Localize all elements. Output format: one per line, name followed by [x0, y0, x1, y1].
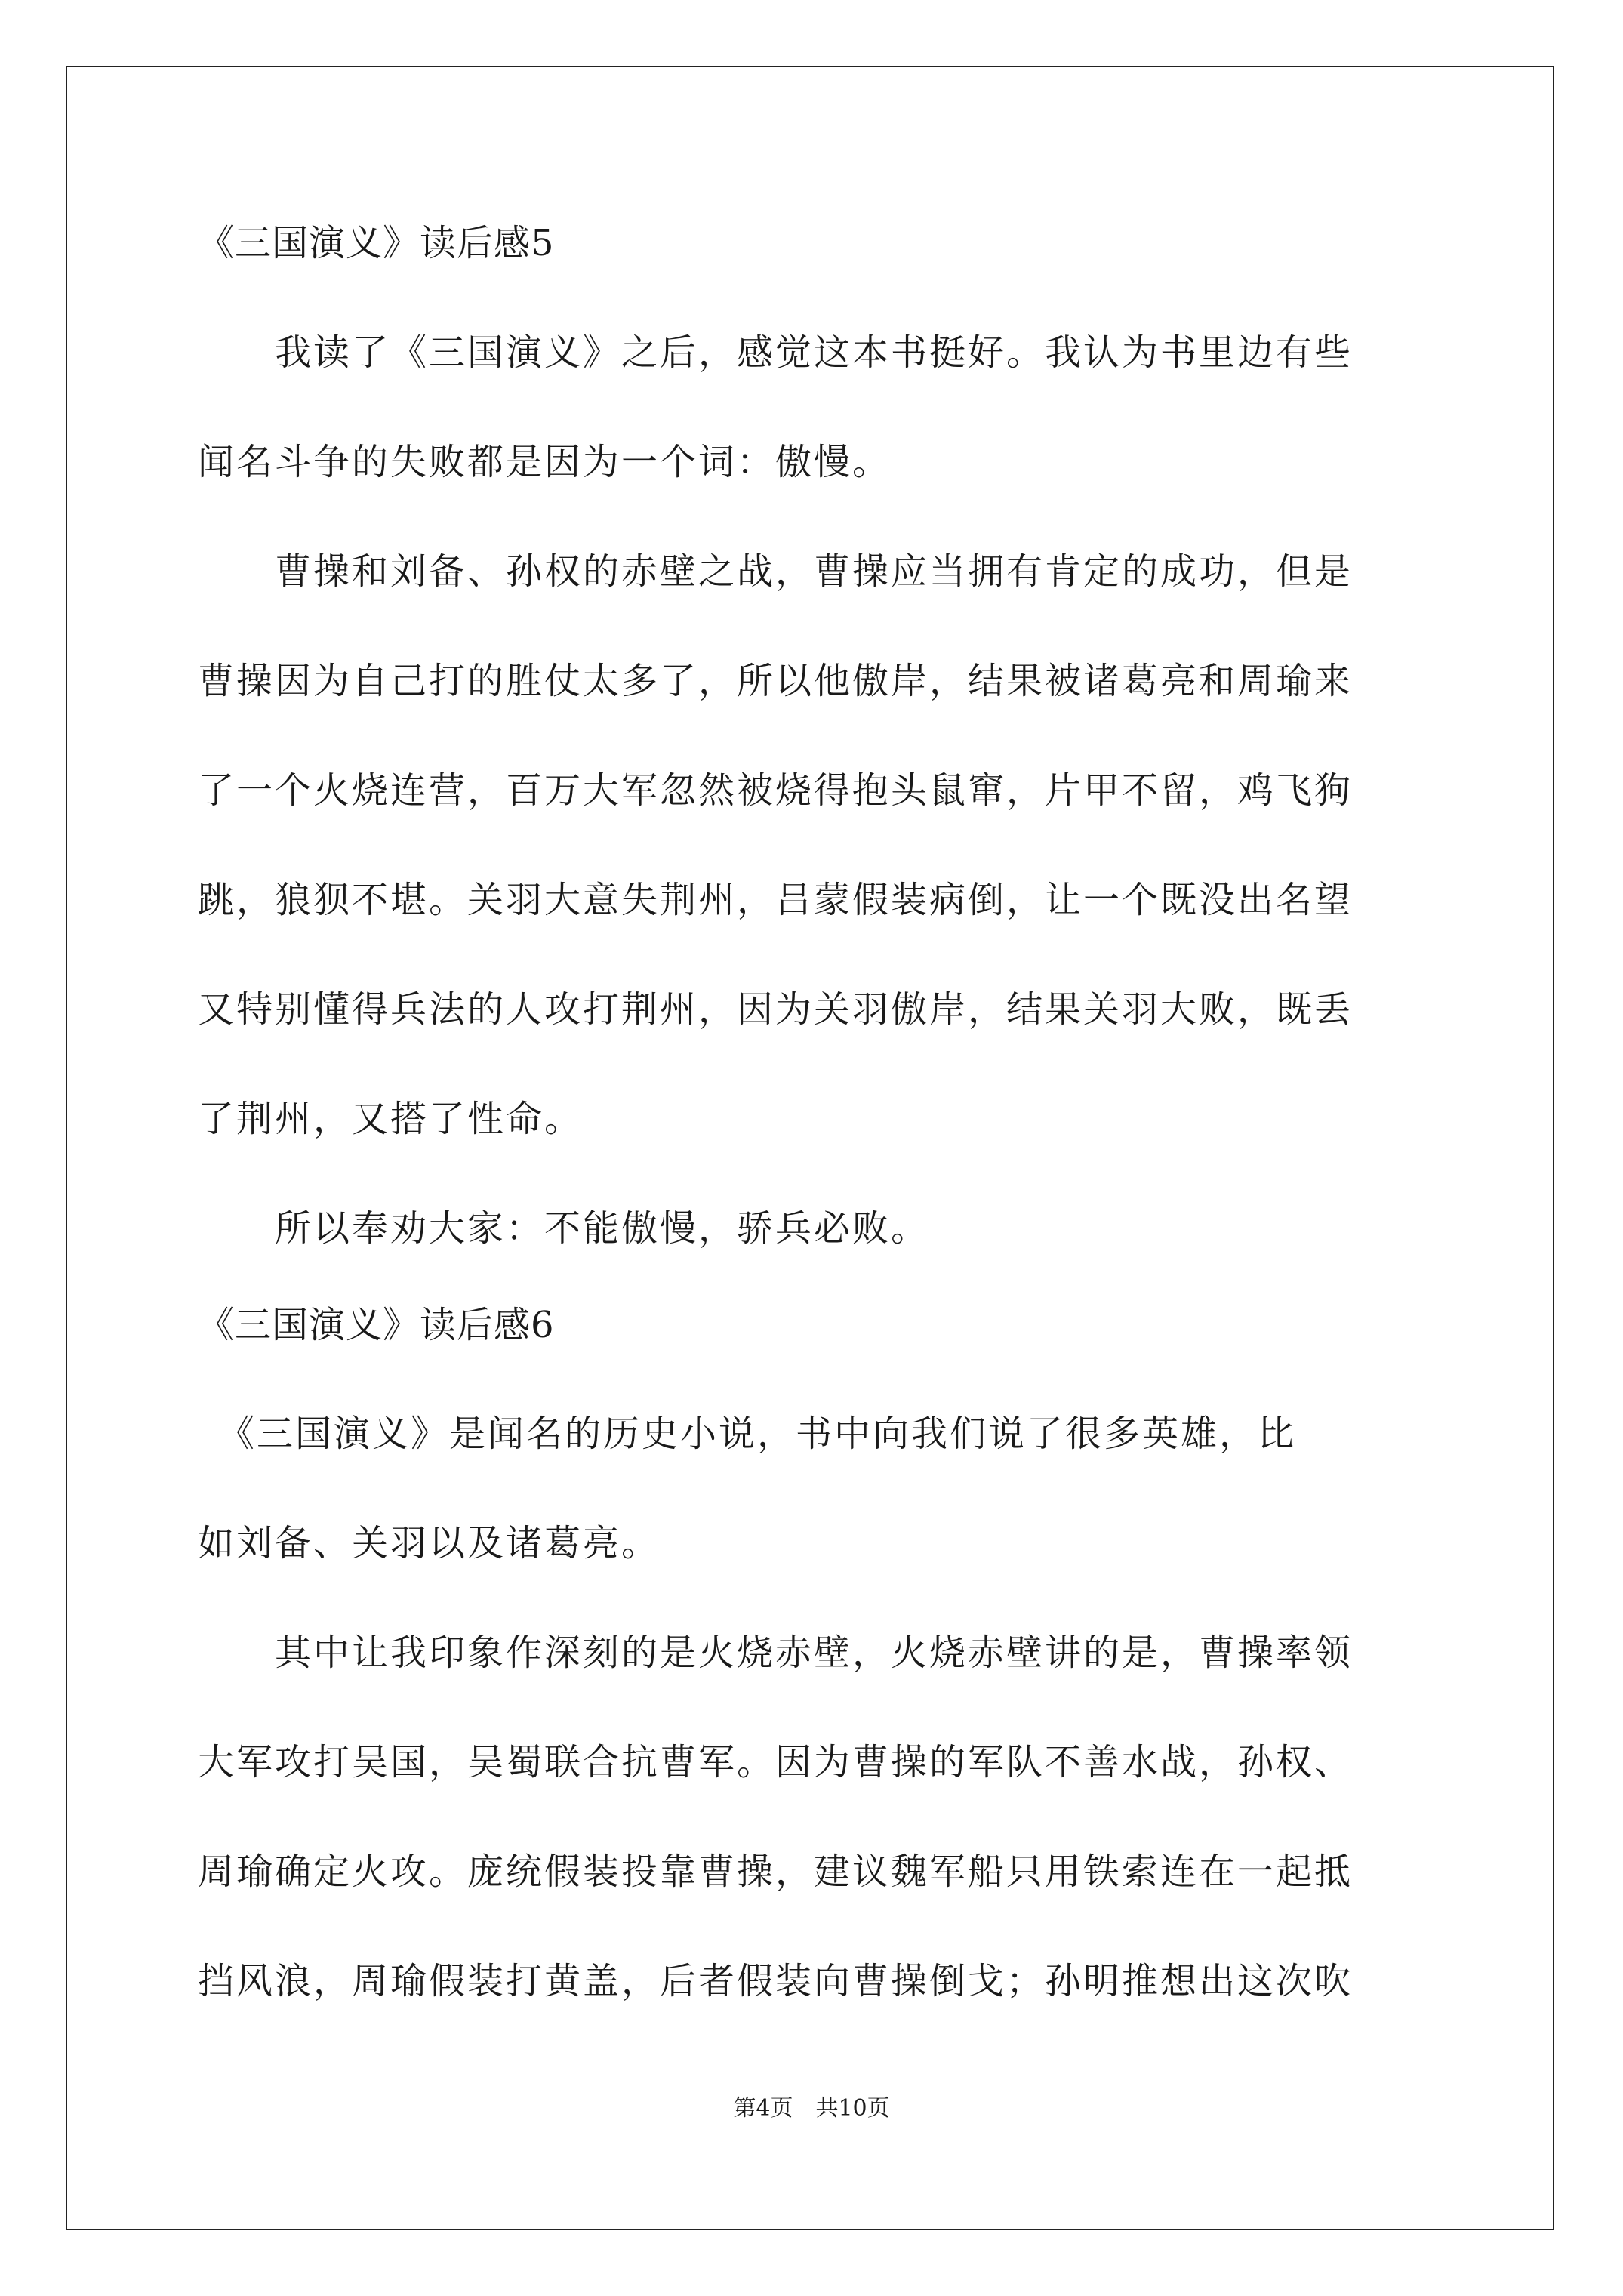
paragraph-line: 其中让我印象作深刻的是火烧赤壁，火烧赤壁讲的是，曹操率领 — [198, 1632, 1354, 1674]
paragraph-line: 了荆州，又搭了性命。 — [198, 1098, 584, 1140]
paragraph-line: 曹操和刘备、孙权的赤壁之战，曹操应当拥有肯定的成功，但是 — [198, 550, 1354, 593]
paragraph-line: 周瑜确定火攻。庞统假装投靠曹操，建议魏军船只用铁索连在一起抵 — [198, 1851, 1354, 1893]
paragraph-line: 又特别懂得兵法的人攻打荆州，因为关羽傲岸，结果关羽大败，既丢 — [198, 988, 1354, 1031]
page-number: 第4页 共10页 — [733, 2095, 890, 2122]
paragraph-line: 我读了《三国演义》之后，感觉这本书挺好。我认为书里边有些 — [198, 331, 1354, 374]
paragraph-line: 挡风浪，周瑜假装打黄盖，后者假装向曹操倒戈；孙明推想出这次吹 — [198, 1960, 1354, 2002]
paragraph-line: 所以奉劝大家：不能傲慢，骄兵必败。 — [198, 1207, 930, 1250]
paragraph-line: 闻名斗争的失败都是因为一个词：傲慢。 — [198, 441, 892, 483]
paragraph-line: 跳，狼狈不堪。关羽大意失荆州，吕蒙假装病倒，让一个既没出名望 — [198, 879, 1354, 921]
page-border — [66, 66, 1554, 2230]
paragraph-line: 大军攻打吴国，吴蜀联合抗曹军。因为曹操的军队不善水战，孙权、 — [198, 1741, 1354, 1783]
paragraph-line: 了一个火烧连营，百万大军忽然被烧得抱头鼠窜，片甲不留，鸡飞狗 — [198, 769, 1354, 812]
paragraph-line: 如刘备、关羽以及诸葛亮。 — [198, 1522, 661, 1564]
section-heading: 《三国演义》读后感6 — [198, 1304, 555, 1346]
paragraph-line: 曹操因为自己打的胜仗太多了，所以他傲岸，结果被诸葛亮和周瑜来 — [198, 660, 1354, 702]
paragraph-line: 《三国演义》是闻名的历史小说，书中向我们说了很多英雄，比 — [198, 1413, 1297, 1455]
section-heading: 《三国演义》读后感5 — [198, 222, 555, 264]
